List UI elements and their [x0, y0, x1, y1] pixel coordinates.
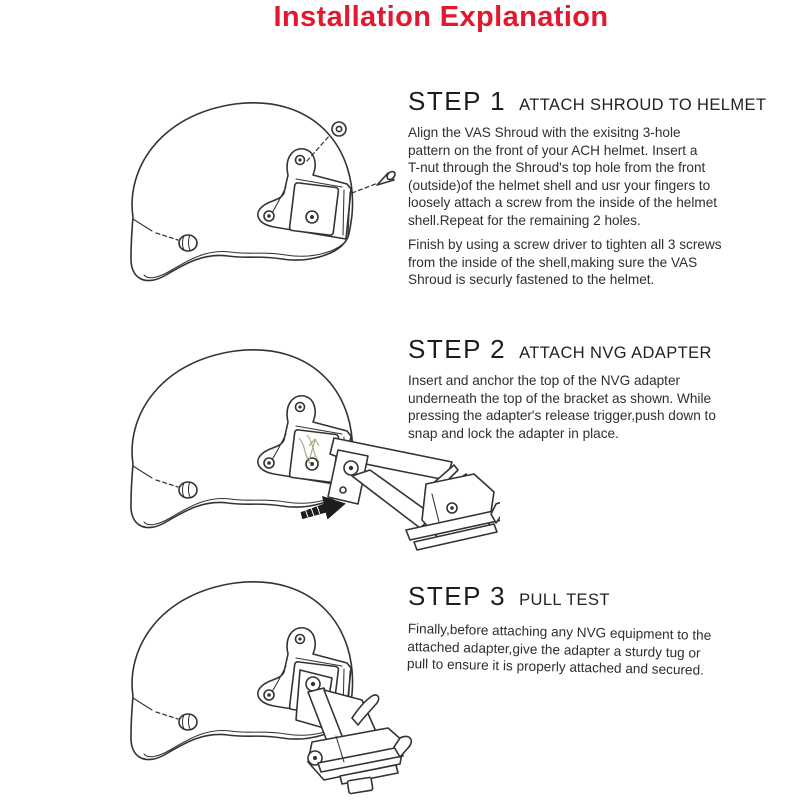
step-1-heading: ATTACH SHROUD TO HELMET [519, 96, 767, 114]
text-line: pull to ensure it is properly attached and secured. [406, 656, 705, 678]
helmet-adapter-diagram-step-2 [100, 334, 500, 569]
nvg-adapter [328, 438, 500, 550]
nvg-adapter-attached [296, 670, 411, 794]
step-1-label: STEP 1 [408, 86, 507, 116]
step-1-header [408, 86, 766, 117]
step-2-header [408, 334, 712, 365]
t-nut-icon [307, 122, 346, 161]
step-2-paragraph-1 [408, 372, 716, 442]
text-line: Finish by using a screw driver to tighten all 3 screws [408, 237, 722, 252]
text-line: T-nut through the Shroud's top hole from the front [408, 160, 706, 176]
step-3-label: STEP 3 [408, 581, 507, 611]
text-line: Insert and anchor the top of the NVG adapter [408, 373, 681, 388]
step-1-paragraph-2 [408, 236, 722, 289]
step-2-heading: ATTACH NVG ADAPTER [519, 344, 712, 362]
step-1-paragraph-1 [408, 124, 718, 230]
text-line: snap and lock the adapter in place. [408, 425, 619, 441]
text-line: attached adapter,give the adapter a sturdy tug or [407, 638, 701, 661]
text-line: pressing the adapter's release trigger,push down to [408, 408, 716, 424]
text-line: Align the VAS Shroud with the exisitng 3-hole [408, 125, 681, 140]
text-line: Shroud is securly fastened to the helmet. [408, 272, 655, 288]
step-3-paragraph-1 [407, 620, 713, 680]
text-line: loosely attach a screw from the inside of the helmet [408, 195, 718, 211]
screw-icon [352, 170, 397, 193]
helmet-shroud-diagram-step-1 [100, 87, 440, 317]
page-title: Installation Explanation [273, 1, 609, 33]
text-line: shell.Repeat for the remaining 2 holes. [408, 212, 641, 228]
step-2-label: STEP 2 [408, 334, 507, 364]
text-line: (outside)of the helmet shell and usr your fingers to [408, 177, 711, 193]
step-3-header [408, 581, 610, 612]
vas-shroud [258, 149, 351, 239]
text-line: from the inside of the shell,making sure the VAS [408, 254, 698, 270]
text-line: Finally,before attaching any NVG equipment to the [407, 620, 712, 643]
text-line: pattern on the front of your ACH helmet. Insert a [408, 142, 698, 158]
text-line: underneath the top of the bracket as shown. While [408, 390, 712, 406]
step-3-heading: PULL TEST [519, 591, 610, 609]
